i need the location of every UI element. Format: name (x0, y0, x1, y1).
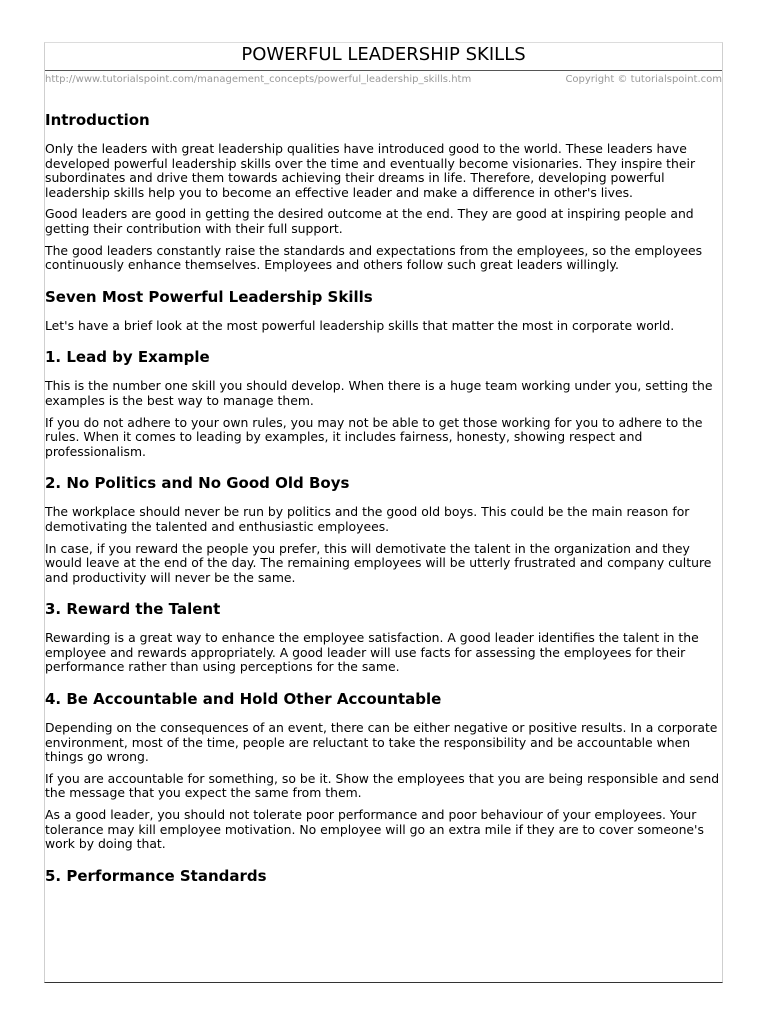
section-heading-introduction: Introduction (45, 111, 150, 129)
section-heading-be-accountable: 4. Be Accountable and Hold Other Accountable (45, 690, 442, 709)
paragraph: Rewarding is a great way to enhance the employee satisfaction. A good leader identifies the talent in the employee and rewards appropriately. A good leader will use facts for assessing the employees for their performance rather than using perceptions for the same. (45, 630, 699, 675)
paragraph: In case, if you reward the people you prefer, this will demotivate the talent in the organization and they would leave at the end of the day. The remaining employees will be utterly frustrated and company culture and productivity will never be the same. (45, 540, 712, 585)
article-body (45, 110, 724, 898)
section-heading-reward-talent: 3. Reward the Talent (45, 600, 221, 619)
paragraph: This is the number one skill you should develop. When there is a huge team working under you, setting the examples is the best way to manage them. (45, 378, 713, 408)
paragraph: Let's have a brief look at the most powerful leadership skills that matter the most in corporate world. (45, 317, 675, 333)
paragraph: If you are accountable for something, so be it. Show the employees that you are being responsible and send the message that you expect the same from them. (45, 770, 720, 801)
document-page (44, 42, 723, 983)
section-heading-no-politics: 2. No Politics and No Good Old Boys (45, 474, 350, 493)
paragraph: As a good leader, you should not tolerate poor performance and poor behaviour of your employees. Your tolerance may kill employee motivation. No employee will go an extra mile if they are to cover someone's work by doing that. (45, 807, 704, 852)
paragraph: The workplace should never be run by politics and the good old boys. This could be the main reason for demotivating the talented and enthusiastic employees. (45, 504, 690, 534)
paragraph: The good leaders constantly raise the standards and expectations from the employees, so the employees continuously enhance themselves. Employees and others follow such great leaders willingly. (45, 242, 703, 273)
paragraph: Depending on the consequences of an event, there can be either negative or positive results. In a corporate environment, most of the time, people are reluctant to take the responsibility and be accountable when things go wrong. (45, 720, 718, 765)
paragraph: If you do not adhere to your own rules, you may not be able to get those working for you to adhere to the rules. When it comes to leading by examples, it includes fairness, honesty, showing respect and professionalism. (45, 414, 703, 459)
source-url[interactable]: http://www.tutorialspoint.com/management_concepts/powerful_leadership_skills.htm (45, 74, 472, 85)
paragraph: Good leaders are good in getting the desired outcome at the end. They are good at inspiring people and getting their contribution with their full support. (45, 206, 694, 236)
section-heading-lead-by-example: 1. Lead by Example (45, 348, 210, 367)
section-heading-seven-skills: Seven Most Powerful Leadership Skills (45, 287, 373, 306)
source-bar (45, 73, 722, 87)
copyright-notice: Copyright © tutorialspoint.com (565, 74, 722, 85)
section-heading-performance-standards: 5. Performance Standards (45, 866, 267, 885)
page-title: POWERFUL LEADERSHIP SKILLS (45, 43, 722, 71)
paragraph: Only the leaders with great leadership qualities have introduced good to the world. These leaders have developed powerful leadership skills over the time and eventually become visionaries. They inspire their subordinates and drive them towards achieving their dreams in life. Therefore, developing powerful leadership skills help you to become an effective leader and make a difference in other's lives. (45, 141, 696, 200)
